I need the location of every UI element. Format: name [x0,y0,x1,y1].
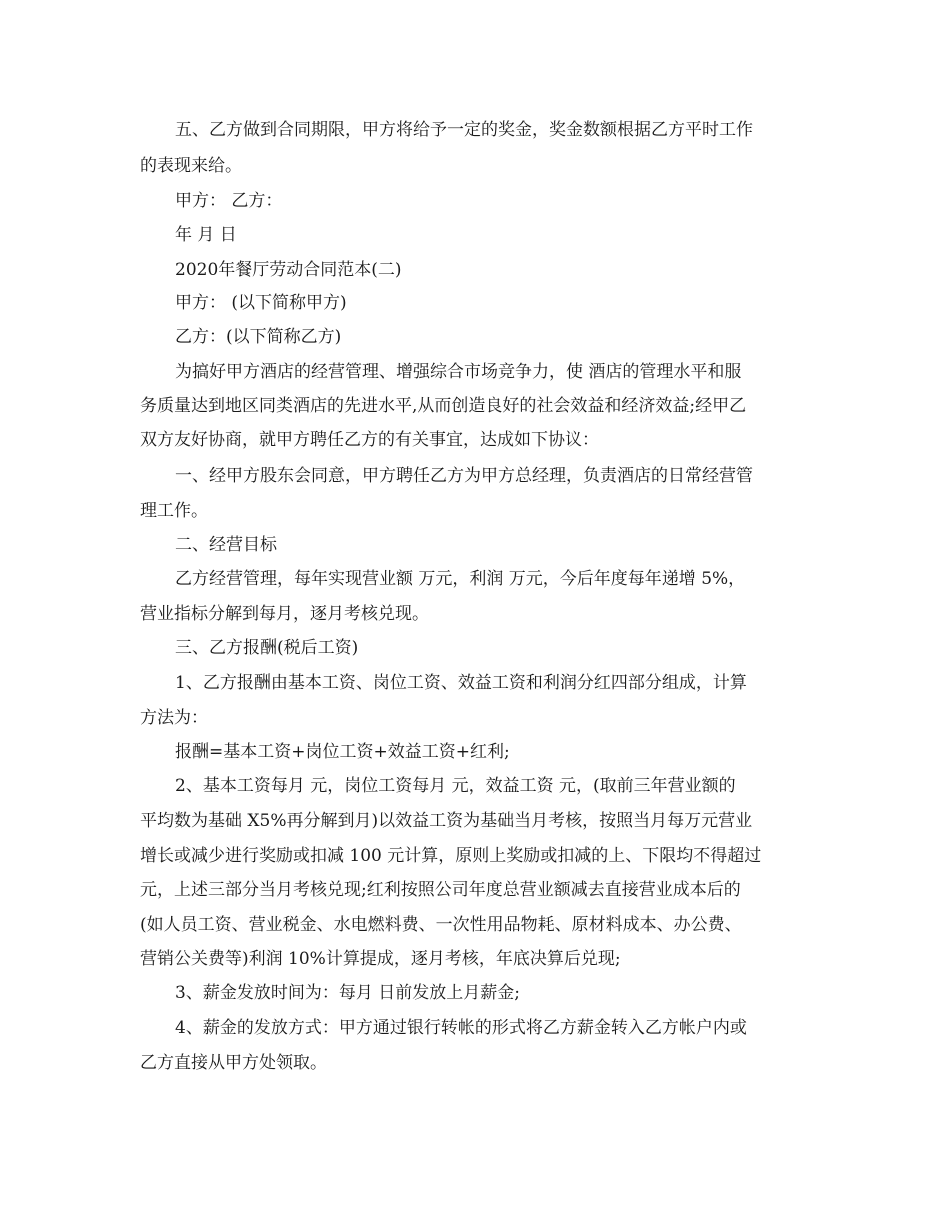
paragraph-line: 元，上述三部分当月考核兑现;红利按照公司年度总营业额减去直接营业成本后的 [140,880,741,900]
paragraph-line: 营销公关费等)利润 10%计算提成，逐月考核，年底决算后兑现; [140,949,621,969]
paragraph-line: 理工作。 [140,501,208,521]
paragraph-line: (如人员工资、营业税金、水电燃料费、一次性用品物耗、原材料成本、办公费、 [140,915,742,935]
party-b-line: 乙方：(以下简称乙方) [175,327,342,347]
paragraph-line: 为搞好甲方酒店的经营管理、增强综合市场竞争力，使 酒店的管理水平和服 [175,362,742,382]
paragraph-line: 4、薪金的发放方式：甲方通过银行转帐的形式将乙方薪金转入乙方帐户内或 [175,1018,747,1038]
formula-line: 报酬=基本工资+岗位工资+效益工资+红利; [175,742,510,762]
paragraph-line: 五、乙方做到合同期限，甲方将给予一定的奖金，奖金数额根据乙方平时工作 [175,120,753,140]
paragraph-line: 乙方直接从甲方处领取。 [140,1053,327,1073]
paragraph-line: 一、经甲方股东会同意，甲方聘任乙方为甲方总经理，负责酒店的日常经营管 [175,466,753,486]
paragraph-line: 方法为： [140,708,208,728]
heading-line: 二、经营目标 [175,535,277,555]
signature-line: 甲方： 乙方： [175,191,283,211]
paragraph-line: 营业指标分解到每月，逐月考核兑现。 [140,604,429,624]
paragraph-line: 务质量达到地区同类酒店的先进水平,从而创造良好的社会效益和经济效益;经甲乙 [140,396,747,416]
paragraph-line: 增长或减少进行奖励或扣减 100 元计算，原则上奖励或扣减的上、下限均不得超过 [140,846,762,866]
paragraph-line: 1、乙方报酬由基本工资、岗位工资、效益工资和利润分红四部分组成，计算 [175,673,747,693]
section-title: 2020年餐厅劳动合同范本(二) [175,260,402,280]
paragraph-line: 乙方经营管理，每年实现营业额 万元，利润 万元，今后年度每年递增 5%， [175,569,746,589]
party-a-line: 甲方： (以下简称甲方) [175,293,347,313]
paragraph-line: 双方友好协商，就甲方聘任乙方的有关事宜，达成如下协议： [140,430,599,450]
paragraph-line: 2、基本工资每月 元，岗位工资每月 元，效益工资 元，(取前三年营业额的 [175,776,736,796]
heading-line: 三、乙方报酬(税后工资) [175,638,359,658]
paragraph-line: 的表现来给。 [140,156,242,176]
paragraph-line: 平均数为基础 X5%再分解到月)以效益工资为基础当月考核，按照当月每万元营业 [140,811,753,831]
date-line: 年 月 日 [175,225,237,245]
paragraph-line: 3、薪金发放时间为：每月 日前发放上月薪金; [175,983,520,1003]
